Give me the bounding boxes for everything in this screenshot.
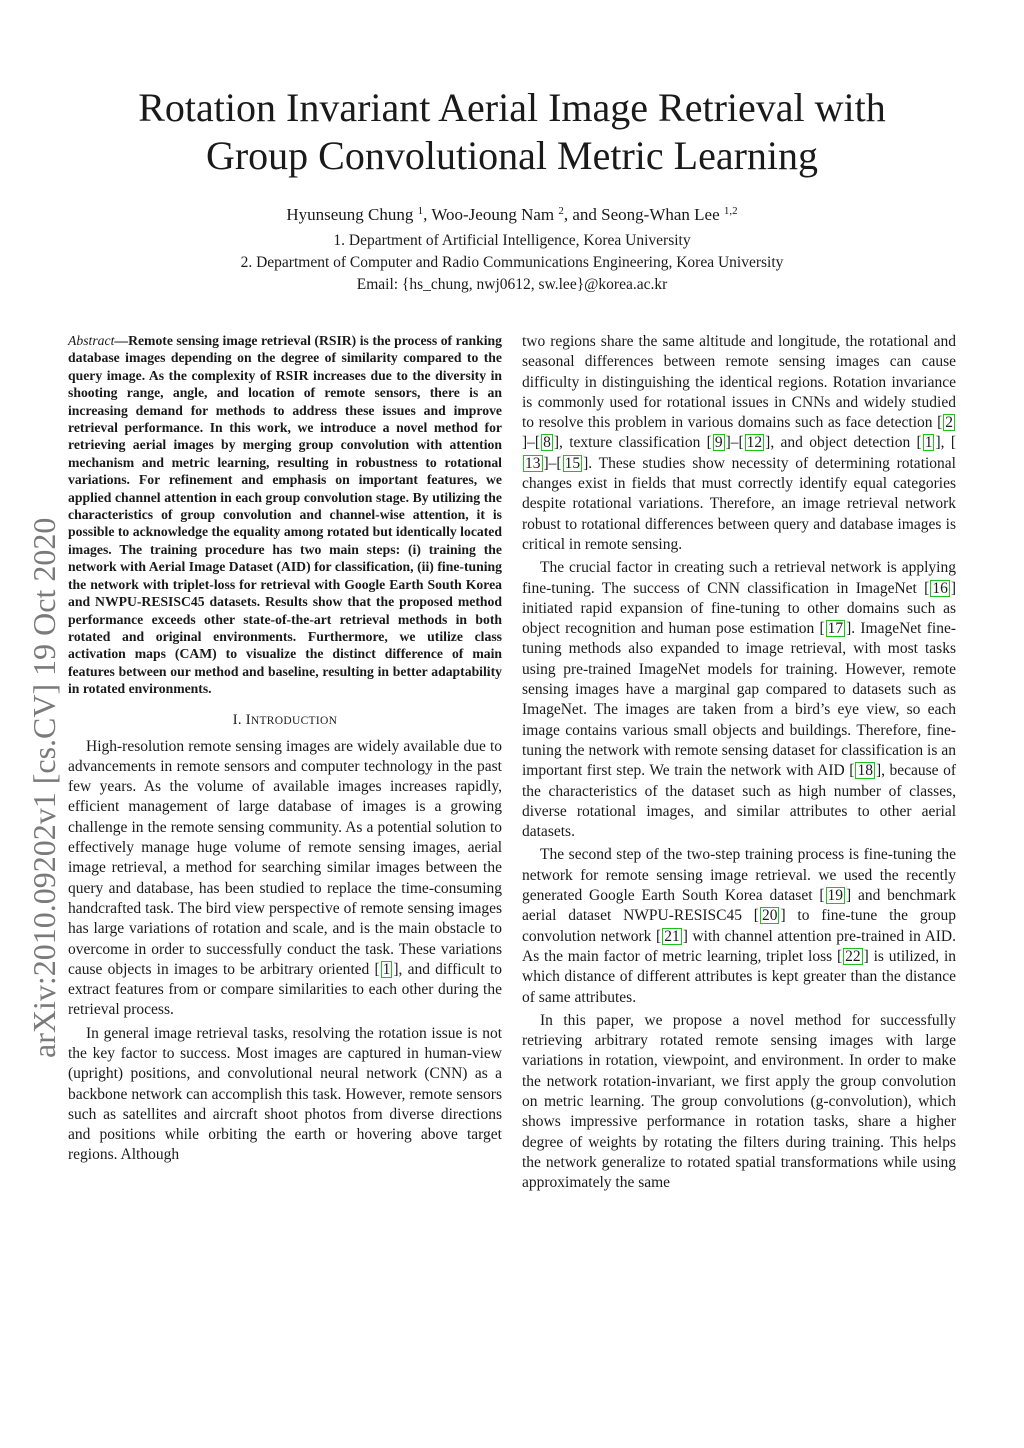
section-heading-prefix: I. I xyxy=(232,711,251,728)
right-paragraph-2 xyxy=(522,558,956,842)
citation-link-19[interactable]: 19 xyxy=(827,887,843,905)
arxiv-stamp: arXiv:2010.09202v1 [cs.CV] 19 Oct 2020 xyxy=(26,517,62,1058)
right-p1-text-b: ]–[ xyxy=(522,434,541,452)
author-1-affil-mark: 1 xyxy=(417,205,424,217)
citation-link-18[interactable]: 18 xyxy=(857,762,873,780)
abstract xyxy=(68,332,502,698)
citation-link-1b[interactable]: 1 xyxy=(924,434,933,452)
abstract-label: Abstract xyxy=(68,333,115,348)
author-3: , and Seong-Whan Lee xyxy=(563,205,720,224)
right-p1-text-e: ], and object detection [ xyxy=(765,434,922,452)
right-p1-text-g: ]–[ xyxy=(543,454,562,472)
section-heading-smallcaps: NTRODUCTION xyxy=(250,714,338,727)
author-email: Email: {hs_chung, nwj0612, sw.lee}@korea.ac.kr xyxy=(356,276,668,293)
right-p3-text-e: ] is utilized, in which distance of different attributes is kept greater than the distance of same attributes. xyxy=(522,947,956,1006)
right-paragraph-1 xyxy=(522,332,956,555)
citation-link-15[interactable]: 15 xyxy=(564,454,581,472)
intro-paragraph-2: In general image retrieval tasks, resolving the rotation issue is not the key factor to success. Most images are captured in human-view (upright) positions, and convolutional neural network (CNN) as a backbone network can accomplish this task. However, remote sensors such as satellites and aircraft shoot photos from diverse directions and positions while orbiting the earth or hovering above target regions. Although xyxy=(68,1024,502,1164)
citation-link-16[interactable]: 16 xyxy=(932,579,948,597)
right-paragraph-4: In this paper, we propose a novel method for successfully retrieving arbitrary rotated remote sensing images with large variations in rotation, viewpoint, and environment. In order to make the network rotation-invariant, we first apply the group convolution on metric learning. The group convolutions (g-convolution), which shows impressive performance in rotation tasks, share a higher degree of weights by rotating the filters during training. This helps the network generalize to rotated spatial transformations while using approximately the same xyxy=(522,1011,956,1192)
paper-title xyxy=(60,84,964,180)
citation-link-21[interactable]: 21 xyxy=(664,927,680,945)
section-heading-introduction xyxy=(68,711,502,730)
right-p2-text-a: The crucial factor in creating such a retrieval network is applying fine-tuning. The success of CNN classification in ImageNet [ xyxy=(522,559,956,597)
right-p3-text-b: ] and benchmark aerial dataset NWPU-RESISC45 [ xyxy=(522,887,957,925)
right-p3-text-a: The second step of the two-step training process is fine-tuning the network for remote sensing image retrieval. we used the recently generated Google Earth South Korea dataset [ xyxy=(522,846,956,905)
right-paragraph-3 xyxy=(522,845,956,1007)
right-p1-text-d: ]–[ xyxy=(725,434,744,452)
citation-link-2[interactable]: 2 xyxy=(945,414,953,432)
citation-link-12[interactable]: 12 xyxy=(746,434,763,452)
right-p2-text-c: ]. ImageNet fine-tuning methods also expanded to image retrieval, with most tasks using pre-trained ImageNet models for training. However, remote sensing images have a marginal gap compared to datasets such as ImageNet. The images are taken from a bird’s eye view, so each image contains various small objects and buildings. Therefore, fine-tuning the network with remote sensing dataset for classification is an important first step. We train the network with AID [ xyxy=(522,620,956,780)
affiliation-2: 2. Department of Computer and Radio Communications Engineering, Korea University xyxy=(240,254,784,271)
citation-link-22[interactable]: 22 xyxy=(845,947,861,965)
intro-p1-text-b: ], and difficult to extract features from or compare similarities to each other during the retrieval process. xyxy=(68,960,502,1019)
right-p2-text-b: ] initiated rapid expansion of fine-tuning to other domains such as object recognition and human pose estimation [ xyxy=(522,579,956,638)
author-2: , Woo-Jeoung Nam xyxy=(423,205,555,224)
intro-paragraph-1 xyxy=(68,737,502,1021)
right-p1-text-c: ], texture classification [ xyxy=(553,434,712,452)
right-p1-text-a: two regions share the same altitude and longitude, the rotational and seasonal differences between remote sensing images can cause difficulty in distinguishing the identical regions. Rotation invariance is commonly used for rotational issues in CNNs and widely studied to resolve this problem in various domains such as face detection [ xyxy=(522,333,956,432)
left-column xyxy=(68,332,502,1166)
right-p3-text-c: ] to fine-tune the group convolution network [ xyxy=(522,907,956,945)
right-p1-text-f: ], [ xyxy=(935,434,957,452)
intro-p1-text-a: High-resolution remote sensing images are widely available due to advancements in remote sensors and computer technology in the past few years. As the volume of available images increases rapidly, efficient management of large database of images is a growing challenge in the remote sensing community. As a potential solution to effectively manage huge volume of remote sensing images, aerial image retrieval, a method for searching similar images between the query and database, has been studied to replace the time-consuming handcrafted task. The bird view perspective of remote sensing images has large variations of rotation and scale, and is the main obstacle to overcome in order to successfully conduct the task. These variations cause objects in images to be arbitrary oriented [ xyxy=(68,737,502,978)
right-p2-text-d: ], because of the characteristics of the dataset such as high number of classes, diverse rotational images, and similar attributes to other aerial datasets. xyxy=(522,762,957,841)
abstract-text: —Remote sensing image retrieval (RSIR) is the process of ranking database images depending on the degree of similarity compared to the query image. As the complexity of RSIR increases due to the diversity in shooting range, angle, and location of remote sensors, there is an increasing demand for methods to address these issues and improve retrieval performance. In this work, we introduce a novel method for retrieving aerial images by merging group convolution with attention mechanism and metric learning, resulting in robustness to rotational variations. For refinement and emphasis on important features, we applied channel attention in each group convolution stage. By utilizing the characteristics of group convolution and channel-wise attention, it is possible to acknowledge the equality among rotated but identically located images. The training procedure has two main steps: (i) training the network with Aerial Image Dataset (AID) for classification, (ii) fine-tuning the network with triplet-loss for retrieval with Google Earth South Korea and NWPU-RESISC45 datasets. Results show that the proposed method performance exceeds other state-of-the-art retrieval methods in both rotated and original environments. Furthermore, we utilize class activation maps (CAM) to visualize the distinct difference of main features between our method and baseline, resulting in better adaptability in rotated environments. xyxy=(68,333,502,697)
citation-link-17[interactable]: 17 xyxy=(827,620,844,638)
affiliation-1: 1. Department of Artificial Intelligence, Korea University xyxy=(333,232,691,249)
author-2-affil-mark: 2 xyxy=(558,205,564,217)
citation-link-13[interactable]: 13 xyxy=(525,454,541,472)
right-p1-text-h: ]. These studies show necessity of determining rotational changes exist in fields that must correctly identify equal categories despite rotational variations. Therefore, an image retrieval network robust to rotational differences between query and database images is critical in remote sensing. xyxy=(522,454,956,553)
citation-link-8[interactable]: 8 xyxy=(543,434,551,452)
author-3-affil-mark: 1,2 xyxy=(723,205,738,217)
citation-link-20[interactable]: 20 xyxy=(761,907,778,925)
title-line-2: Group Convolutional Metric Learning xyxy=(205,133,819,178)
author-list xyxy=(60,204,964,226)
right-p3-text-d: ] with channel attention pre-trained in AID. As the main factor of metric learning, triplet loss [ xyxy=(522,927,956,965)
title-line-1: Rotation Invariant Aerial Image Retrieval with xyxy=(138,85,886,130)
right-column xyxy=(522,332,956,1193)
citation-link-9[interactable]: 9 xyxy=(714,434,723,452)
author-1: Hyunseung Chung xyxy=(286,205,414,224)
citation-link-1[interactable]: 1 xyxy=(382,960,391,978)
